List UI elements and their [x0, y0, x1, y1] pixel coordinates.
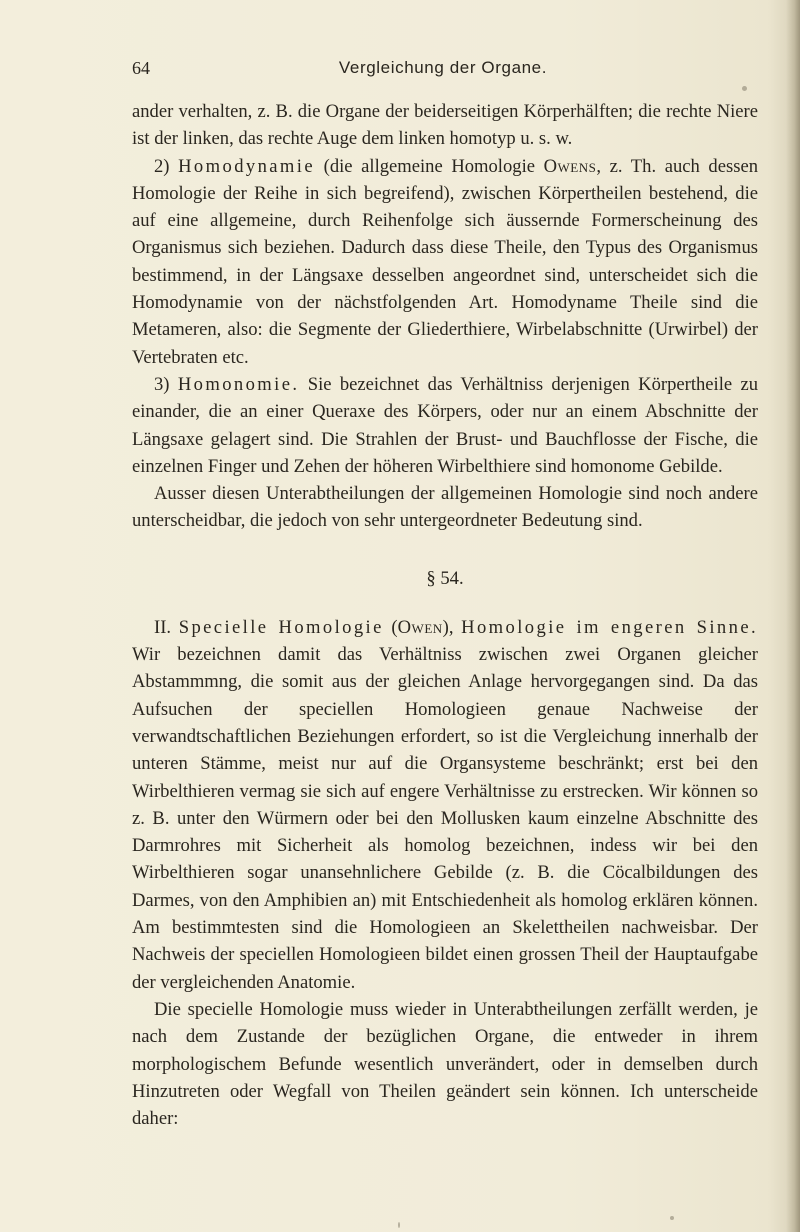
term-homodynamie: Homodynamie: [178, 155, 316, 177]
paragraph-text: (die allgemeine Homologie: [323, 155, 535, 177]
term-homologie-engeren-sinne: Homologie im engeren Sinne.: [461, 616, 759, 638]
term-homonomie: Homonomie.: [177, 373, 300, 395]
paragraph-text: , z. Th. auch dessen Homologie der Reihe in sich begreifend), zwischen Körpertheilen bestehend, die auf eine allgemeine, durch Reihenfolge sich äussernde Formerscheinung des Organismus sich beziehen. Dadurch dass diese Theile, den Typus des Organismus bestimmend, in der Längsaxe desselben angeordnet sind, unterscheidet sich die Homodynamie von der nächstfolgenden Art. Homodyname Theile sind die Metameren, also: die Segmente der Gliederthiere, Wirbelabschnitte (Urwirbel) der Vertebraten etc.: [132, 155, 758, 368]
page-header: [132, 58, 754, 86]
paragraph-homodynamie: [132, 153, 758, 371]
page-edge-shadow: [786, 0, 800, 1232]
paragraph-continuation: [132, 98, 758, 153]
paragraph-text: Die specielle Homologie muss wieder in Unterabtheilungen zerfällt werden, je nach dem Zustande der bezüglichen Organe, die entweder in ihrem morphologischem Befunde wesentlich unverändert, oder in demselben durch Hinzutreten oder Wegfall von Theilen geändert sein können. Ich unterscheide daher:: [132, 998, 758, 1130]
list-number: 3): [154, 373, 170, 395]
paragraph-unterabtheilungen: [132, 480, 758, 535]
author-name: Owen: [397, 616, 443, 638]
paragraph-text: ),: [442, 616, 454, 638]
section-heading: § 54.: [426, 567, 464, 589]
paragraph-unterscheidung: [132, 996, 758, 1132]
body-text: [132, 98, 758, 1132]
paragraph-text: Sie bezeichnet das Verhältniss derjenigen Körpertheile zu einander, die an einer Queraxe des Körpers, oder nur an einem Abschnitte der Längsaxe gelagert sind. Die Strahlen der Brust- und Bauchflosse der Fische, die einzelnen Finger und Zehen der höheren Wirbelthiere sind homonome Gebilde.: [132, 373, 758, 477]
page-number: 64: [132, 58, 150, 78]
paragraph-text: (: [391, 616, 398, 638]
paragraph-specielle-homologie: [132, 614, 758, 996]
list-number: 2): [154, 155, 170, 177]
paragraph-homonomie: [132, 371, 758, 480]
paragraph-text: ander verhalten, z. B. die Organe der beiderseitigen Körperhälften; die rechte Niere ist der linken, das rechte Auge dem linken homotyp u. s. w.: [132, 101, 758, 150]
running-title: Vergleichung der Organe.: [338, 58, 548, 77]
paragraph-text: Wir bezeichnen damit das Verhältniss zwischen zwei Organen gleicher Abstammmng, die somit aus der gleichen Anlage hervorgegangen sind. Da das Aufsuchen der speciellen Homologieen genaue Nachweise der verwandtschaftlichen Beziehungen erfordert, so ist die Vergleichung innerhalb der unteren Stämme, meist nur auf die Organsysteme beschränkt; erst bei den Wirbelthieren vermag sie sich auf engere Verhältnisse zu erstrecken. Wir können so z. B. unter den Würmern oder bei den Mollusken kaum einzelne Abschnitte des Darmrohres mit Sicherheit als homolog bezeichnen, indess wir bei den Wirbelthieren sogar unansehnlichere Gebilde (z. B. die Cöcalbildungen des Darmes, von den Amphibien an) mit Entschiedenheit als homolog erklären können. Am bestimmtesten sind die Homologieen an Skelettheilen nachweisbar. Der Nachweis der speciellen Homologieen bildet einen grossen Theil der Hauptaufgabe der vergleichenden Anatomie.: [132, 644, 758, 993]
ink-speck: [398, 1222, 400, 1228]
term-specielle-homologie: Specielle Homologie: [178, 616, 384, 638]
author-name: Owens: [543, 155, 597, 177]
list-number: II.: [154, 616, 172, 638]
ink-speck: [670, 1216, 674, 1220]
paragraph-text: Ausser diesen Unterabtheilungen der allgemeinen Homologie sind noch andere unterscheidbar, die jedoch von sehr untergeordneter Bedeutung sind.: [132, 483, 758, 532]
ink-speck: [742, 86, 747, 91]
